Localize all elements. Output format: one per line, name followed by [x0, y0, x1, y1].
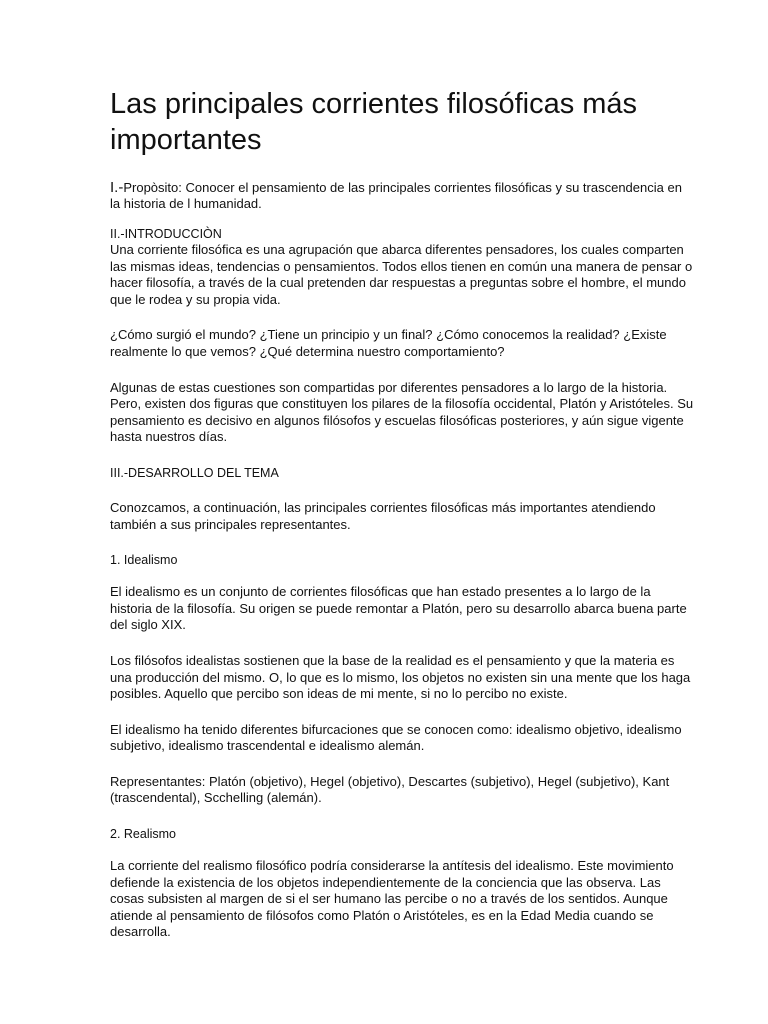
idealism-paragraph-3: El idealismo ha tenido diferentes bifurcaciones que se conocen como: idealismo objetivo, idealismo subjetivo, idealismo trascendental e idealismo alemán. — [110, 721, 682, 754]
idealism-paragraph-2: Los filósofos idealistas sostienen que la base de la realidad es el pensamiento y que la materia es una producción del mismo. O, lo que es lo mismo, los objetos no existen sin una mente que los haga posibles. Aquello que percibo son ideas de mi mente, si no lo percibo no existe. — [110, 652, 691, 702]
document-title: Las principales corrientes filosóficas más importantes — [110, 88, 638, 156]
introduction-paragraph-3: Algunas de estas cuestiones son compartidas por diferentes pensadores a lo largo de la historia. Pero, existen dos figuras que constituyen los pilares de la filosofía occidental, Platón y Aristóteles. Su pensamiento es decisivo en algunos filósofos y escuelas filosóficas posteriores, y aún sigue vigente hasta nuestros días. — [110, 379, 694, 445]
purpose-text: Conocer el pensamiento de las principales corrientes filosóficas y su trascendencia en la historia de l humanidad. — [110, 180, 682, 211]
introduction-paragraph-1: Una corriente filosófica es una agrupación que abarca diferentes pensadores, los cuales comparten las mismas ideas, tendencias o pensamientos. Todos ellos tienen en común una manera de pensar o hacer filosofía, a través de la cual pretenden dar respuestas a preguntas sobre el hombre, el mundo que le rodea y su propia vida. — [110, 242, 693, 307]
purpose-label: Propòsito: — [123, 180, 182, 195]
introduction-paragraph-2: ¿Cómo surgió el mundo? ¿Tiene un principio y un final? ¿Cómo conocemos la realidad? ¿Existe realmente lo que vemos? ¿Qué determina nuestro comportamiento? — [110, 327, 667, 359]
realism-heading: 2. Realismo — [110, 827, 176, 842]
idealism-representatives: Representantes: Platón (objetivo), Hegel (objetivo), Descartes (subjetivo), Hegel (subjetivo), Kant (trascendental), Scchelling (alemán). — [110, 773, 670, 806]
purpose-roman: I.- — [110, 179, 124, 196]
development-intro: Conozcamos, a continuación, las principales corrientes filosóficas más importantes atendiendo también a sus principales representantes. — [110, 499, 656, 532]
purpose-paragraph — [110, 180, 695, 212]
development-heading: III.-DESARROLLO DEL TEMA — [110, 465, 279, 480]
introduction-heading: II.-INTRODUCCIÒN — [110, 227, 222, 241]
idealism-heading: 1. Idealismo — [110, 553, 178, 568]
realism-paragraph-1: La corriente del realismo filosófico podría considerarse la antítesis del idealismo. Este movimiento defiende la existencia de los objetos independientemente de la conciencia que las observa. Las cosas subsisten al margen de si el ser humano las percibe o no a través de los sentidos. Aunque atiende al pensamiento de filósofos como Platón o Aristóteles, es en la Edad Media cuando se desarrolla. — [110, 858, 674, 940]
document-page — [110, 86, 695, 941]
idealism-paragraph-1: El idealismo es un conjunto de corrientes filosóficas que han estado presentes a lo largo de la historia de la filosofía. Su origen se puede remontar a Platón, pero su desarrollo abarca buena parte del siglo XIX. — [110, 584, 687, 633]
